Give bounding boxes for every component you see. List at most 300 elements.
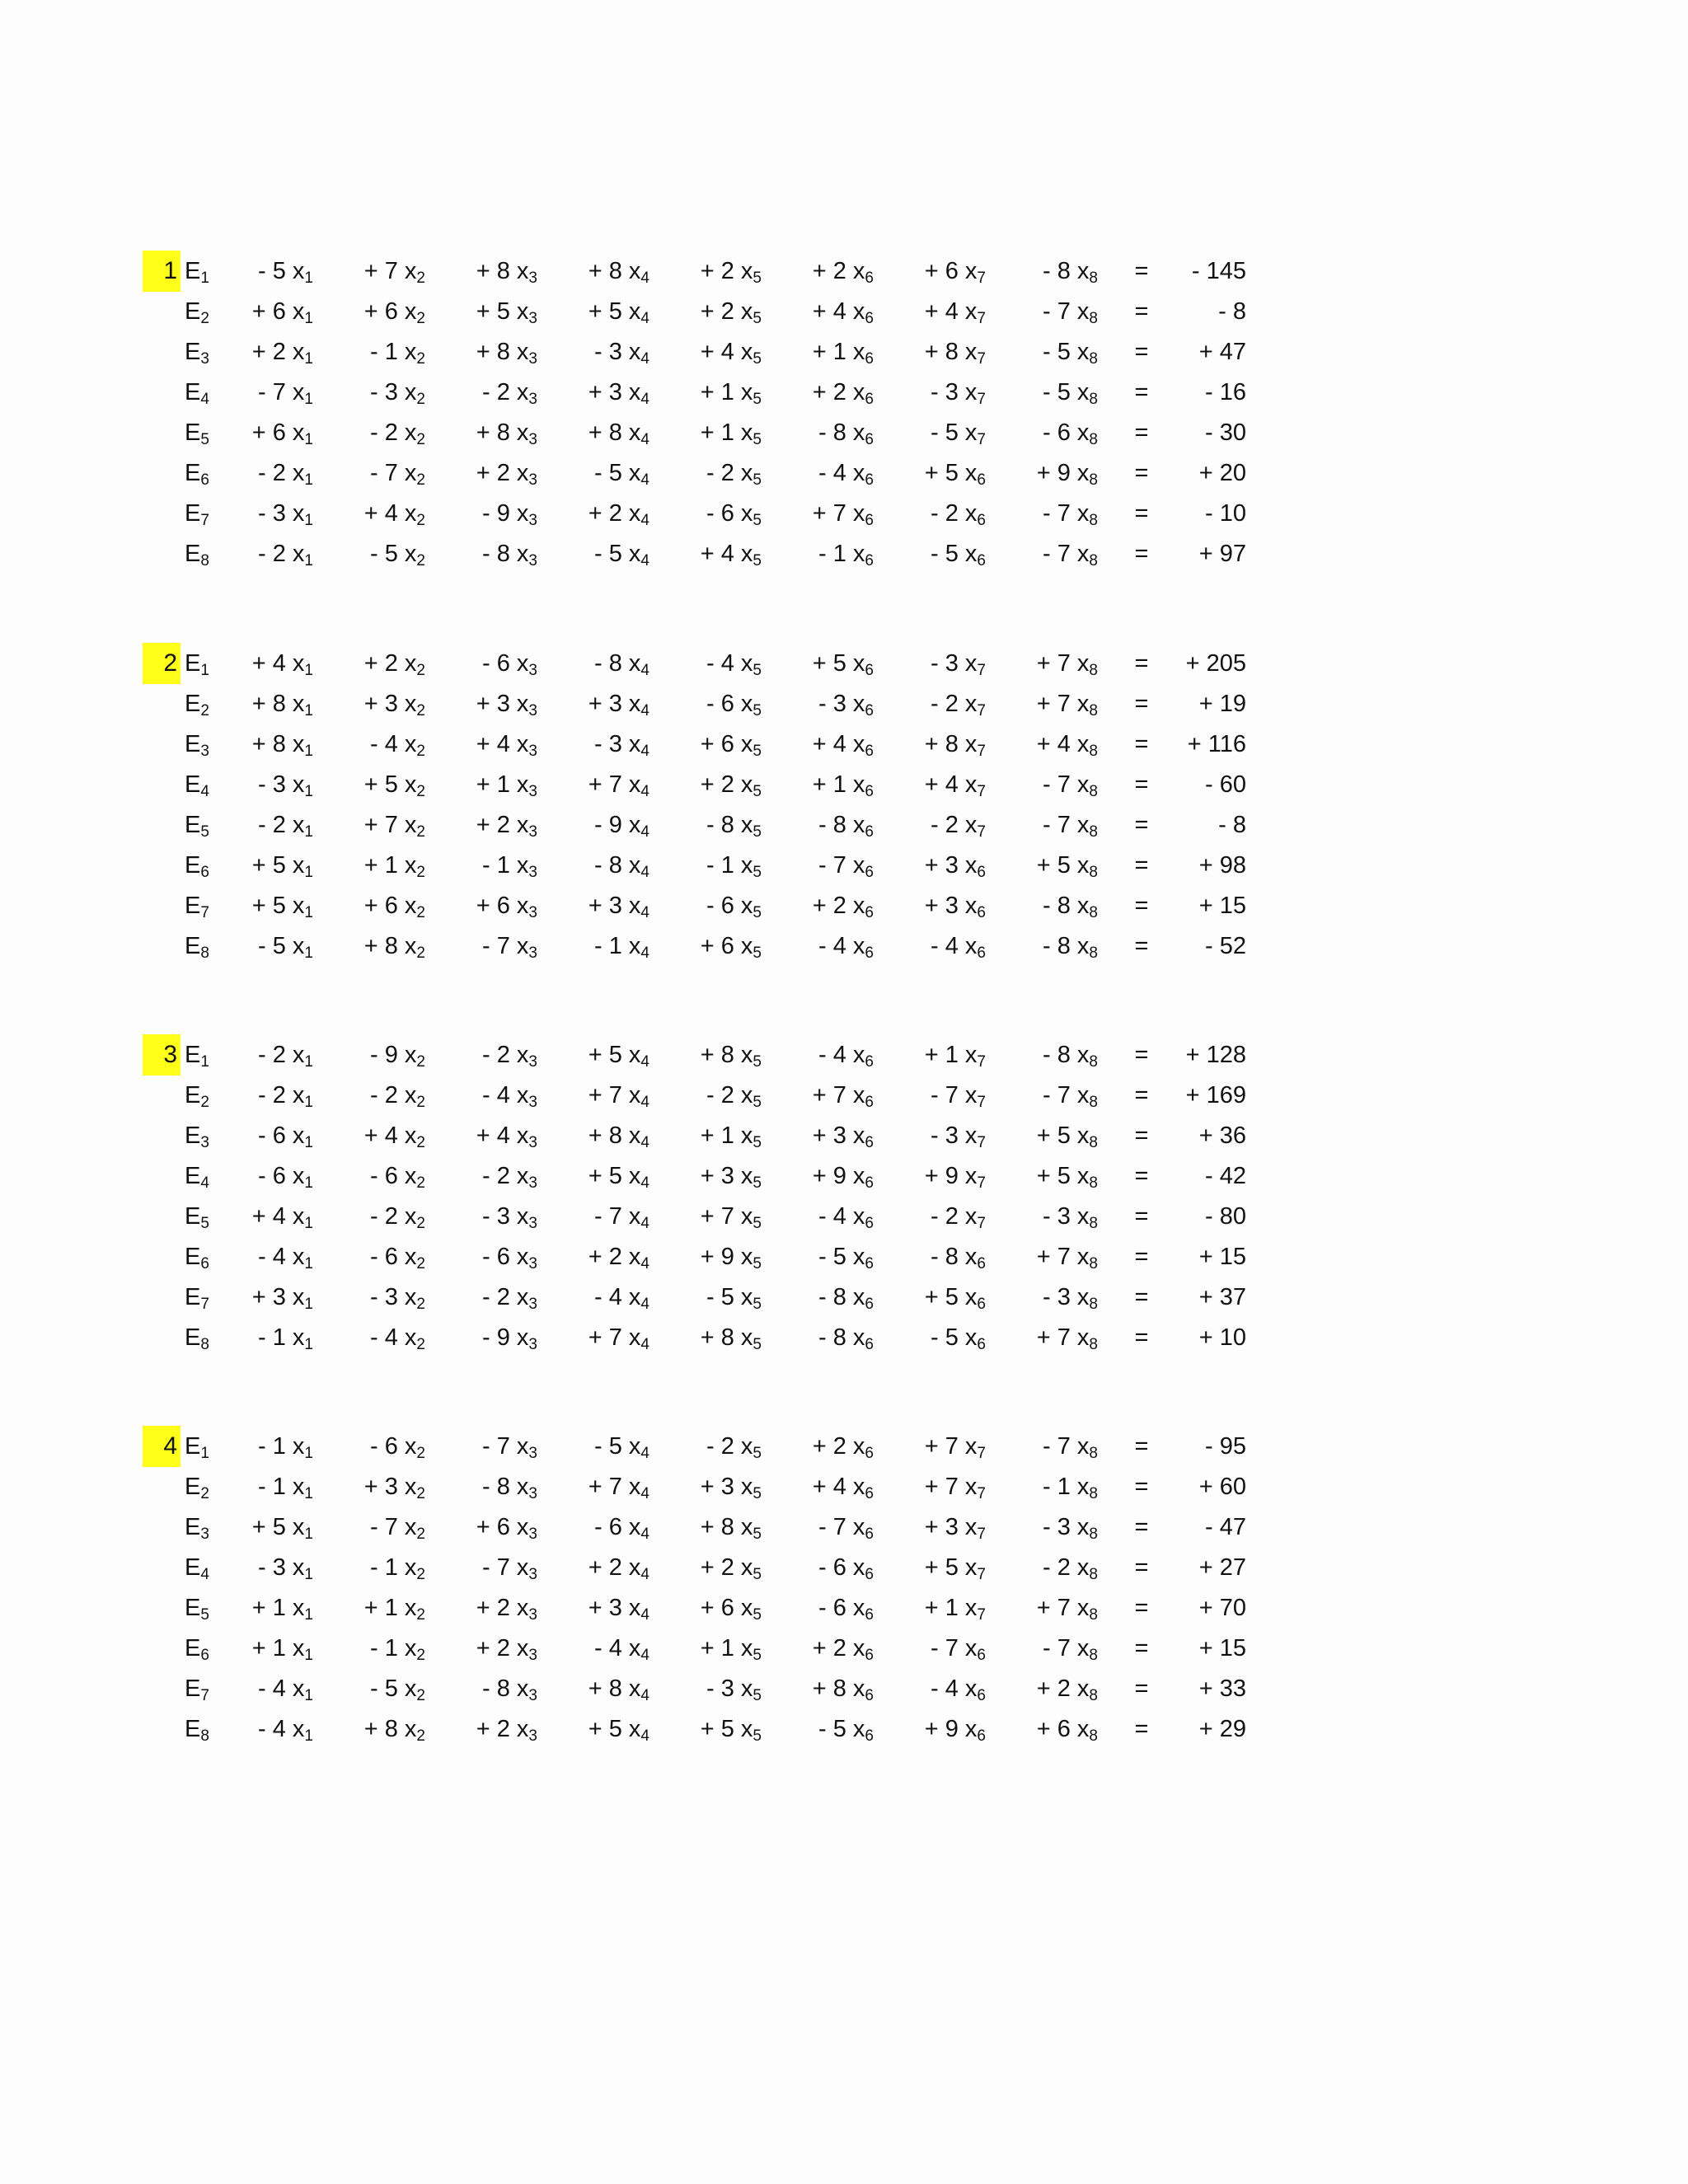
- term-coefficient: + 2: [476, 812, 510, 838]
- equation-term: [663, 926, 762, 967]
- equation-term: [214, 412, 313, 453]
- term-variable: x: [628, 1284, 641, 1310]
- equation-term: [663, 1115, 762, 1156]
- term-coefficient: - 6: [1043, 419, 1071, 446]
- term-variable-index: 3: [528, 431, 537, 448]
- term-variable: x: [292, 500, 305, 527]
- term-variable-index: 4: [640, 1687, 649, 1704]
- term-variable: x: [740, 541, 753, 567]
- term-variable-index: 6: [865, 783, 874, 800]
- term-variable: x: [404, 650, 417, 677]
- term-variable-index: 5: [753, 783, 762, 800]
- equation-term: [438, 926, 537, 967]
- equals-sign: =: [1134, 893, 1149, 919]
- equation-term: [775, 452, 874, 494]
- term-coefficient: - 5: [258, 933, 286, 959]
- equation-term: [214, 683, 313, 724]
- term-coefficient: + 3: [251, 1284, 286, 1310]
- term-variable: x: [516, 460, 529, 486]
- term-coefficient: + 3: [588, 379, 622, 405]
- term-coefficient: - 7: [1043, 1433, 1071, 1460]
- term-coefficient: - 4: [370, 1324, 398, 1351]
- equation-label-index: 6: [200, 471, 209, 489]
- term-variable-index: 7: [977, 783, 986, 800]
- equation-term: [663, 251, 762, 292]
- term-variable-index: 5: [753, 1606, 762, 1624]
- term-coefficient: - 8: [1043, 258, 1071, 284]
- term-variable: x: [628, 298, 641, 325]
- equation-term: [887, 1507, 986, 1548]
- equation-term: [663, 885, 762, 926]
- term-variable: x: [292, 1716, 305, 1742]
- term-variable-index: 7: [977, 1094, 986, 1111]
- equation-term: [887, 1547, 986, 1588]
- term-variable-index: 1: [304, 1255, 313, 1272]
- equation-label-letter: E: [185, 1595, 201, 1621]
- term-variable-index: 3: [528, 1485, 537, 1502]
- equation-term: [214, 1628, 313, 1669]
- term-variable-index: 6: [865, 1606, 874, 1624]
- term-variable: x: [628, 541, 641, 567]
- term-coefficient: + 4: [1036, 731, 1071, 757]
- term-coefficient: + 2: [812, 258, 846, 284]
- term-coefficient: + 6: [700, 731, 734, 757]
- term-variable: x: [740, 1122, 753, 1149]
- equation-term: [214, 643, 313, 684]
- term-variable: x: [1076, 1675, 1090, 1702]
- term-coefficient: + 3: [924, 852, 959, 879]
- term-variable-index: 6: [865, 1687, 874, 1704]
- term-variable-index: 1: [304, 310, 313, 327]
- right-hand-side-value: - 8: [1218, 812, 1246, 838]
- equation-term: [887, 372, 986, 413]
- term-variable-index: 5: [753, 1445, 762, 1462]
- term-variable: x: [740, 460, 753, 486]
- equation-term: [214, 1317, 313, 1358]
- equation-term: [214, 1155, 313, 1197]
- term-variable-index: 6: [865, 1445, 874, 1462]
- equation-term: [663, 1236, 762, 1277]
- equation-term: [551, 1708, 649, 1750]
- equation-term: [326, 764, 425, 805]
- term-coefficient: - 5: [931, 1324, 959, 1351]
- term-variable-index: 1: [304, 1647, 313, 1664]
- term-variable-index: 4: [640, 310, 649, 327]
- term-variable: x: [964, 1595, 978, 1621]
- term-variable: x: [404, 460, 417, 486]
- equation-term: [438, 372, 537, 413]
- term-coefficient: - 2: [1043, 1554, 1071, 1581]
- equation-term: [214, 1075, 313, 1116]
- right-hand-side-value: - 47: [1205, 1514, 1246, 1540]
- term-coefficient: + 1: [363, 1595, 398, 1621]
- term-variable-index: 6: [865, 471, 874, 489]
- term-coefficient: - 3: [1043, 1203, 1071, 1230]
- term-variable-index: 8: [1089, 1336, 1098, 1353]
- term-variable: x: [628, 1554, 641, 1581]
- term-coefficient: + 2: [812, 1635, 846, 1661]
- equation-term: [214, 533, 313, 574]
- right-hand-side-value: + 15: [1198, 1635, 1246, 1661]
- term-coefficient: - 5: [258, 258, 286, 284]
- term-coefficient: - 3: [258, 500, 286, 527]
- term-variable-index: 5: [753, 904, 762, 921]
- equation-term: [663, 1466, 762, 1507]
- term-variable: x: [628, 691, 641, 717]
- term-coefficient: - 8: [1043, 933, 1071, 959]
- term-variable: x: [964, 298, 978, 325]
- equation-term: [663, 331, 762, 373]
- term-variable: x: [404, 298, 417, 325]
- term-variable-index: 1: [304, 512, 313, 529]
- term-variable-index: 1: [304, 1094, 313, 1111]
- equals-sign: =: [1134, 419, 1149, 446]
- term-variable-index: 6: [977, 904, 986, 921]
- term-variable-index: 7: [977, 269, 986, 287]
- term-variable: x: [740, 1474, 753, 1500]
- term-coefficient: - 4: [594, 1635, 622, 1661]
- equation-term: [775, 1426, 874, 1467]
- equation-row: [0, 1075, 1688, 1116]
- term-coefficient: - 6: [258, 1122, 286, 1149]
- term-coefficient: - 1: [706, 852, 734, 879]
- equation-term: [214, 1708, 313, 1750]
- equation-label-index: 4: [200, 1174, 209, 1192]
- term-coefficient: + 3: [924, 1514, 959, 1540]
- term-variable: x: [1076, 419, 1090, 446]
- term-coefficient: + 2: [700, 1554, 734, 1581]
- term-variable-index: 1: [304, 1526, 313, 1543]
- equation-row: [0, 1277, 1688, 1318]
- equation-term: [326, 1668, 425, 1709]
- term-coefficient: - 7: [1043, 812, 1071, 838]
- right-hand-side-value: + 33: [1198, 1675, 1246, 1702]
- right-hand-side-value: - 8: [1218, 298, 1246, 325]
- term-coefficient: - 9: [594, 812, 622, 838]
- equation-label-letter: E: [185, 1474, 201, 1500]
- equation-label: [185, 1628, 218, 1669]
- term-coefficient: + 4: [812, 1474, 846, 1500]
- term-coefficient: - 2: [931, 1203, 959, 1230]
- term-variable-index: 8: [1089, 471, 1098, 489]
- term-variable-index: 1: [304, 471, 313, 489]
- equation-term: [663, 452, 762, 494]
- term-variable: x: [1076, 1042, 1090, 1068]
- term-variable: x: [852, 1203, 865, 1230]
- term-coefficient: + 5: [363, 771, 398, 798]
- term-variable: x: [292, 1122, 305, 1149]
- equation-term: [438, 1507, 537, 1548]
- term-variable-index: 4: [640, 1566, 649, 1583]
- term-variable-index: 6: [865, 864, 874, 881]
- system-number-badge: 4: [143, 1426, 181, 1467]
- term-coefficient: + 2: [363, 650, 398, 677]
- term-variable-index: 4: [640, 1445, 649, 1462]
- term-variable: x: [292, 1163, 305, 1189]
- equation-label: [185, 1115, 218, 1156]
- term-variable: x: [292, 933, 305, 959]
- term-coefficient: - 1: [818, 541, 846, 567]
- equation-term: [887, 1628, 986, 1669]
- term-variable-index: 2: [416, 1727, 425, 1745]
- equation-term: [551, 1155, 649, 1197]
- equation-term: [438, 251, 537, 292]
- equation-term: [438, 1277, 537, 1318]
- term-coefficient: + 8: [588, 258, 622, 284]
- right-hand-side-value: + 19: [1198, 691, 1246, 717]
- equation-row: [0, 1236, 1688, 1277]
- term-variable-index: 7: [977, 350, 986, 368]
- term-variable: x: [740, 1203, 753, 1230]
- term-variable-index: 7: [977, 1606, 986, 1624]
- term-variable: x: [852, 1163, 865, 1189]
- term-coefficient: + 7: [812, 500, 846, 527]
- equation-label-index: 5: [200, 1215, 209, 1232]
- term-variable-index: 1: [304, 269, 313, 287]
- right-hand-side-value: + 70: [1198, 1595, 1246, 1621]
- term-variable: x: [852, 500, 865, 527]
- term-variable: x: [740, 1244, 753, 1270]
- term-coefficient: + 8: [363, 933, 398, 959]
- equation-term: [438, 452, 537, 494]
- equation-label: [185, 1236, 218, 1277]
- term-variable: x: [516, 933, 529, 959]
- term-variable-index: 5: [753, 1647, 762, 1664]
- equation-term: [775, 1075, 874, 1116]
- term-coefficient: + 6: [363, 298, 398, 325]
- term-variable-index: 6: [977, 1647, 986, 1664]
- equation-term: [663, 1317, 762, 1358]
- equation-term: [551, 724, 649, 765]
- right-hand-side-value: + 15: [1198, 1244, 1246, 1270]
- equation-label: [185, 1466, 218, 1507]
- term-variable-index: 4: [640, 823, 649, 841]
- equation-term: [551, 1668, 649, 1709]
- equation-label: [185, 533, 218, 574]
- equation-label-index: 5: [200, 823, 209, 841]
- term-coefficient: + 8: [700, 1042, 734, 1068]
- term-variable-index: 6: [865, 269, 874, 287]
- equation-label-index: 8: [200, 552, 209, 569]
- term-variable-index: 6: [865, 743, 874, 760]
- equals-sign: =: [1134, 298, 1149, 325]
- term-coefficient: - 7: [370, 460, 398, 486]
- equation-term: [887, 885, 986, 926]
- equation-term: [326, 291, 425, 332]
- term-variable: x: [852, 1433, 865, 1460]
- term-variable: x: [516, 1514, 529, 1540]
- equation-term: [887, 643, 986, 684]
- term-variable: x: [292, 258, 305, 284]
- equation-label-index: 6: [200, 1647, 209, 1664]
- term-variable: x: [516, 1324, 529, 1351]
- term-coefficient: + 4: [700, 541, 734, 567]
- equation-label-letter: E: [185, 691, 201, 717]
- term-coefficient: - 9: [370, 1042, 398, 1068]
- equals-sign: =: [1134, 852, 1149, 879]
- term-variable-index: 5: [753, 823, 762, 841]
- equation-term: [775, 493, 874, 534]
- equation-term: [775, 331, 874, 373]
- term-variable-index: 4: [640, 944, 649, 962]
- equation-label-letter: E: [185, 500, 201, 527]
- equation-term: [326, 683, 425, 724]
- term-coefficient: + 1: [924, 1595, 959, 1621]
- term-variable: x: [292, 650, 305, 677]
- term-coefficient: - 4: [931, 933, 959, 959]
- term-variable: x: [740, 650, 753, 677]
- equals-sign: =: [1134, 771, 1149, 798]
- term-variable: x: [1076, 541, 1090, 567]
- term-coefficient: - 2: [370, 419, 398, 446]
- equation-term: [663, 724, 762, 765]
- term-variable-index: 5: [753, 1053, 762, 1071]
- term-variable: x: [628, 1203, 641, 1230]
- term-coefficient: - 1: [594, 933, 622, 959]
- equation-term: [663, 412, 762, 453]
- term-coefficient: + 5: [1036, 1122, 1071, 1149]
- term-variable-index: 7: [977, 823, 986, 841]
- term-variable-index: 6: [865, 1296, 874, 1313]
- equation-term: [775, 1034, 874, 1076]
- term-variable: x: [1076, 1554, 1090, 1581]
- term-variable-index: 6: [977, 1255, 986, 1272]
- equation-label: [185, 1277, 218, 1318]
- term-coefficient: + 7: [812, 1082, 846, 1108]
- term-coefficient: + 3: [924, 893, 959, 919]
- term-variable: x: [964, 1474, 978, 1500]
- term-coefficient: + 1: [251, 1595, 286, 1621]
- equation-term: [663, 1547, 762, 1588]
- term-variable: x: [628, 258, 641, 284]
- equation-term: [999, 1668, 1098, 1709]
- equation-label: [185, 1317, 218, 1358]
- term-coefficient: - 8: [818, 1284, 846, 1310]
- equation-label-index: 7: [200, 1687, 209, 1704]
- term-coefficient: + 1: [700, 379, 734, 405]
- equation-term: [775, 1115, 874, 1156]
- term-variable: x: [516, 1203, 529, 1230]
- term-coefficient: - 7: [370, 1514, 398, 1540]
- equation-term: [551, 643, 649, 684]
- term-variable: x: [964, 1554, 978, 1581]
- equation-term: [551, 926, 649, 967]
- term-variable-index: 2: [416, 1053, 425, 1071]
- term-coefficient: + 7: [1036, 650, 1071, 677]
- equation-term: [551, 845, 649, 886]
- equation-term: [887, 804, 986, 846]
- system-number-badge: 3: [143, 1034, 181, 1076]
- equation-term: [775, 724, 874, 765]
- term-variable: x: [516, 1163, 529, 1189]
- term-coefficient: - 7: [482, 1433, 510, 1460]
- equation-term: [775, 643, 874, 684]
- term-variable-index: 4: [640, 1255, 649, 1272]
- equation-term: [214, 331, 313, 373]
- term-coefficient: + 5: [924, 1284, 959, 1310]
- equation-term: [551, 804, 649, 846]
- term-variable: x: [516, 771, 529, 798]
- term-variable-index: 3: [528, 552, 537, 569]
- equation-term: [438, 331, 537, 373]
- term-variable-index: 8: [1089, 864, 1098, 881]
- term-coefficient: + 6: [700, 933, 734, 959]
- term-coefficient: - 6: [482, 1244, 510, 1270]
- equation-row: [0, 683, 1688, 724]
- term-variable: x: [516, 1595, 529, 1621]
- term-coefficient: - 7: [818, 852, 846, 879]
- term-variable: x: [964, 1716, 978, 1742]
- equation-term: [326, 1466, 425, 1507]
- term-variable-index: 3: [528, 1687, 537, 1704]
- equation-row: [0, 1466, 1688, 1507]
- term-variable: x: [404, 1635, 417, 1661]
- equation-term: [999, 683, 1098, 724]
- equation-label: [185, 1196, 218, 1237]
- term-variable: x: [1076, 460, 1090, 486]
- term-variable: x: [404, 1324, 417, 1351]
- equation-term: [887, 1277, 986, 1318]
- equation-term: [326, 804, 425, 846]
- term-coefficient: - 3: [370, 379, 398, 405]
- term-variable-index: 8: [1089, 662, 1098, 679]
- right-hand-side-value: - 10: [1205, 500, 1246, 527]
- term-variable: x: [516, 1244, 529, 1270]
- term-coefficient: - 2: [706, 1082, 734, 1108]
- term-coefficient: - 1: [482, 852, 510, 879]
- equation-term: [775, 1668, 874, 1709]
- term-coefficient: + 3: [812, 1122, 846, 1149]
- term-coefficient: + 3: [363, 691, 398, 717]
- term-coefficient: + 9: [812, 1163, 846, 1189]
- term-coefficient: - 8: [706, 812, 734, 838]
- equation-label-index: 2: [200, 702, 209, 719]
- term-coefficient: - 4: [482, 1082, 510, 1108]
- term-variable-index: 3: [528, 702, 537, 719]
- term-variable-index: 6: [865, 350, 874, 368]
- equation-term: [887, 452, 986, 494]
- equation-label-letter: E: [185, 1716, 201, 1742]
- term-variable: x: [516, 691, 529, 717]
- term-variable-index: 3: [528, 310, 537, 327]
- term-coefficient: + 3: [700, 1163, 734, 1189]
- equation-term: [999, 804, 1098, 846]
- term-variable: x: [404, 1082, 417, 1108]
- equals-sign: =: [1134, 1635, 1149, 1661]
- equals-sign: =: [1134, 460, 1149, 486]
- equation-term: [775, 885, 874, 926]
- term-coefficient: - 4: [258, 1244, 286, 1270]
- equation-label-letter: E: [185, 1675, 201, 1702]
- equation-term: [438, 493, 537, 534]
- term-coefficient: - 7: [1043, 1635, 1071, 1661]
- right-hand-side-value: + 37: [1198, 1284, 1246, 1310]
- term-variable-index: 7: [977, 702, 986, 719]
- term-variable-index: 3: [528, 1255, 537, 1272]
- equation-term: [887, 331, 986, 373]
- term-variable: x: [292, 731, 305, 757]
- term-coefficient: - 6: [818, 1554, 846, 1581]
- equation-term: [999, 724, 1098, 765]
- equation-term: [551, 1317, 649, 1358]
- equation-term: [663, 1196, 762, 1237]
- equation-term: [214, 1466, 313, 1507]
- term-coefficient: - 4: [818, 460, 846, 486]
- term-variable: x: [852, 541, 865, 567]
- equation-label-index: 6: [200, 1255, 209, 1272]
- term-variable-index: 6: [865, 1526, 874, 1543]
- equation-row: [0, 1155, 1688, 1197]
